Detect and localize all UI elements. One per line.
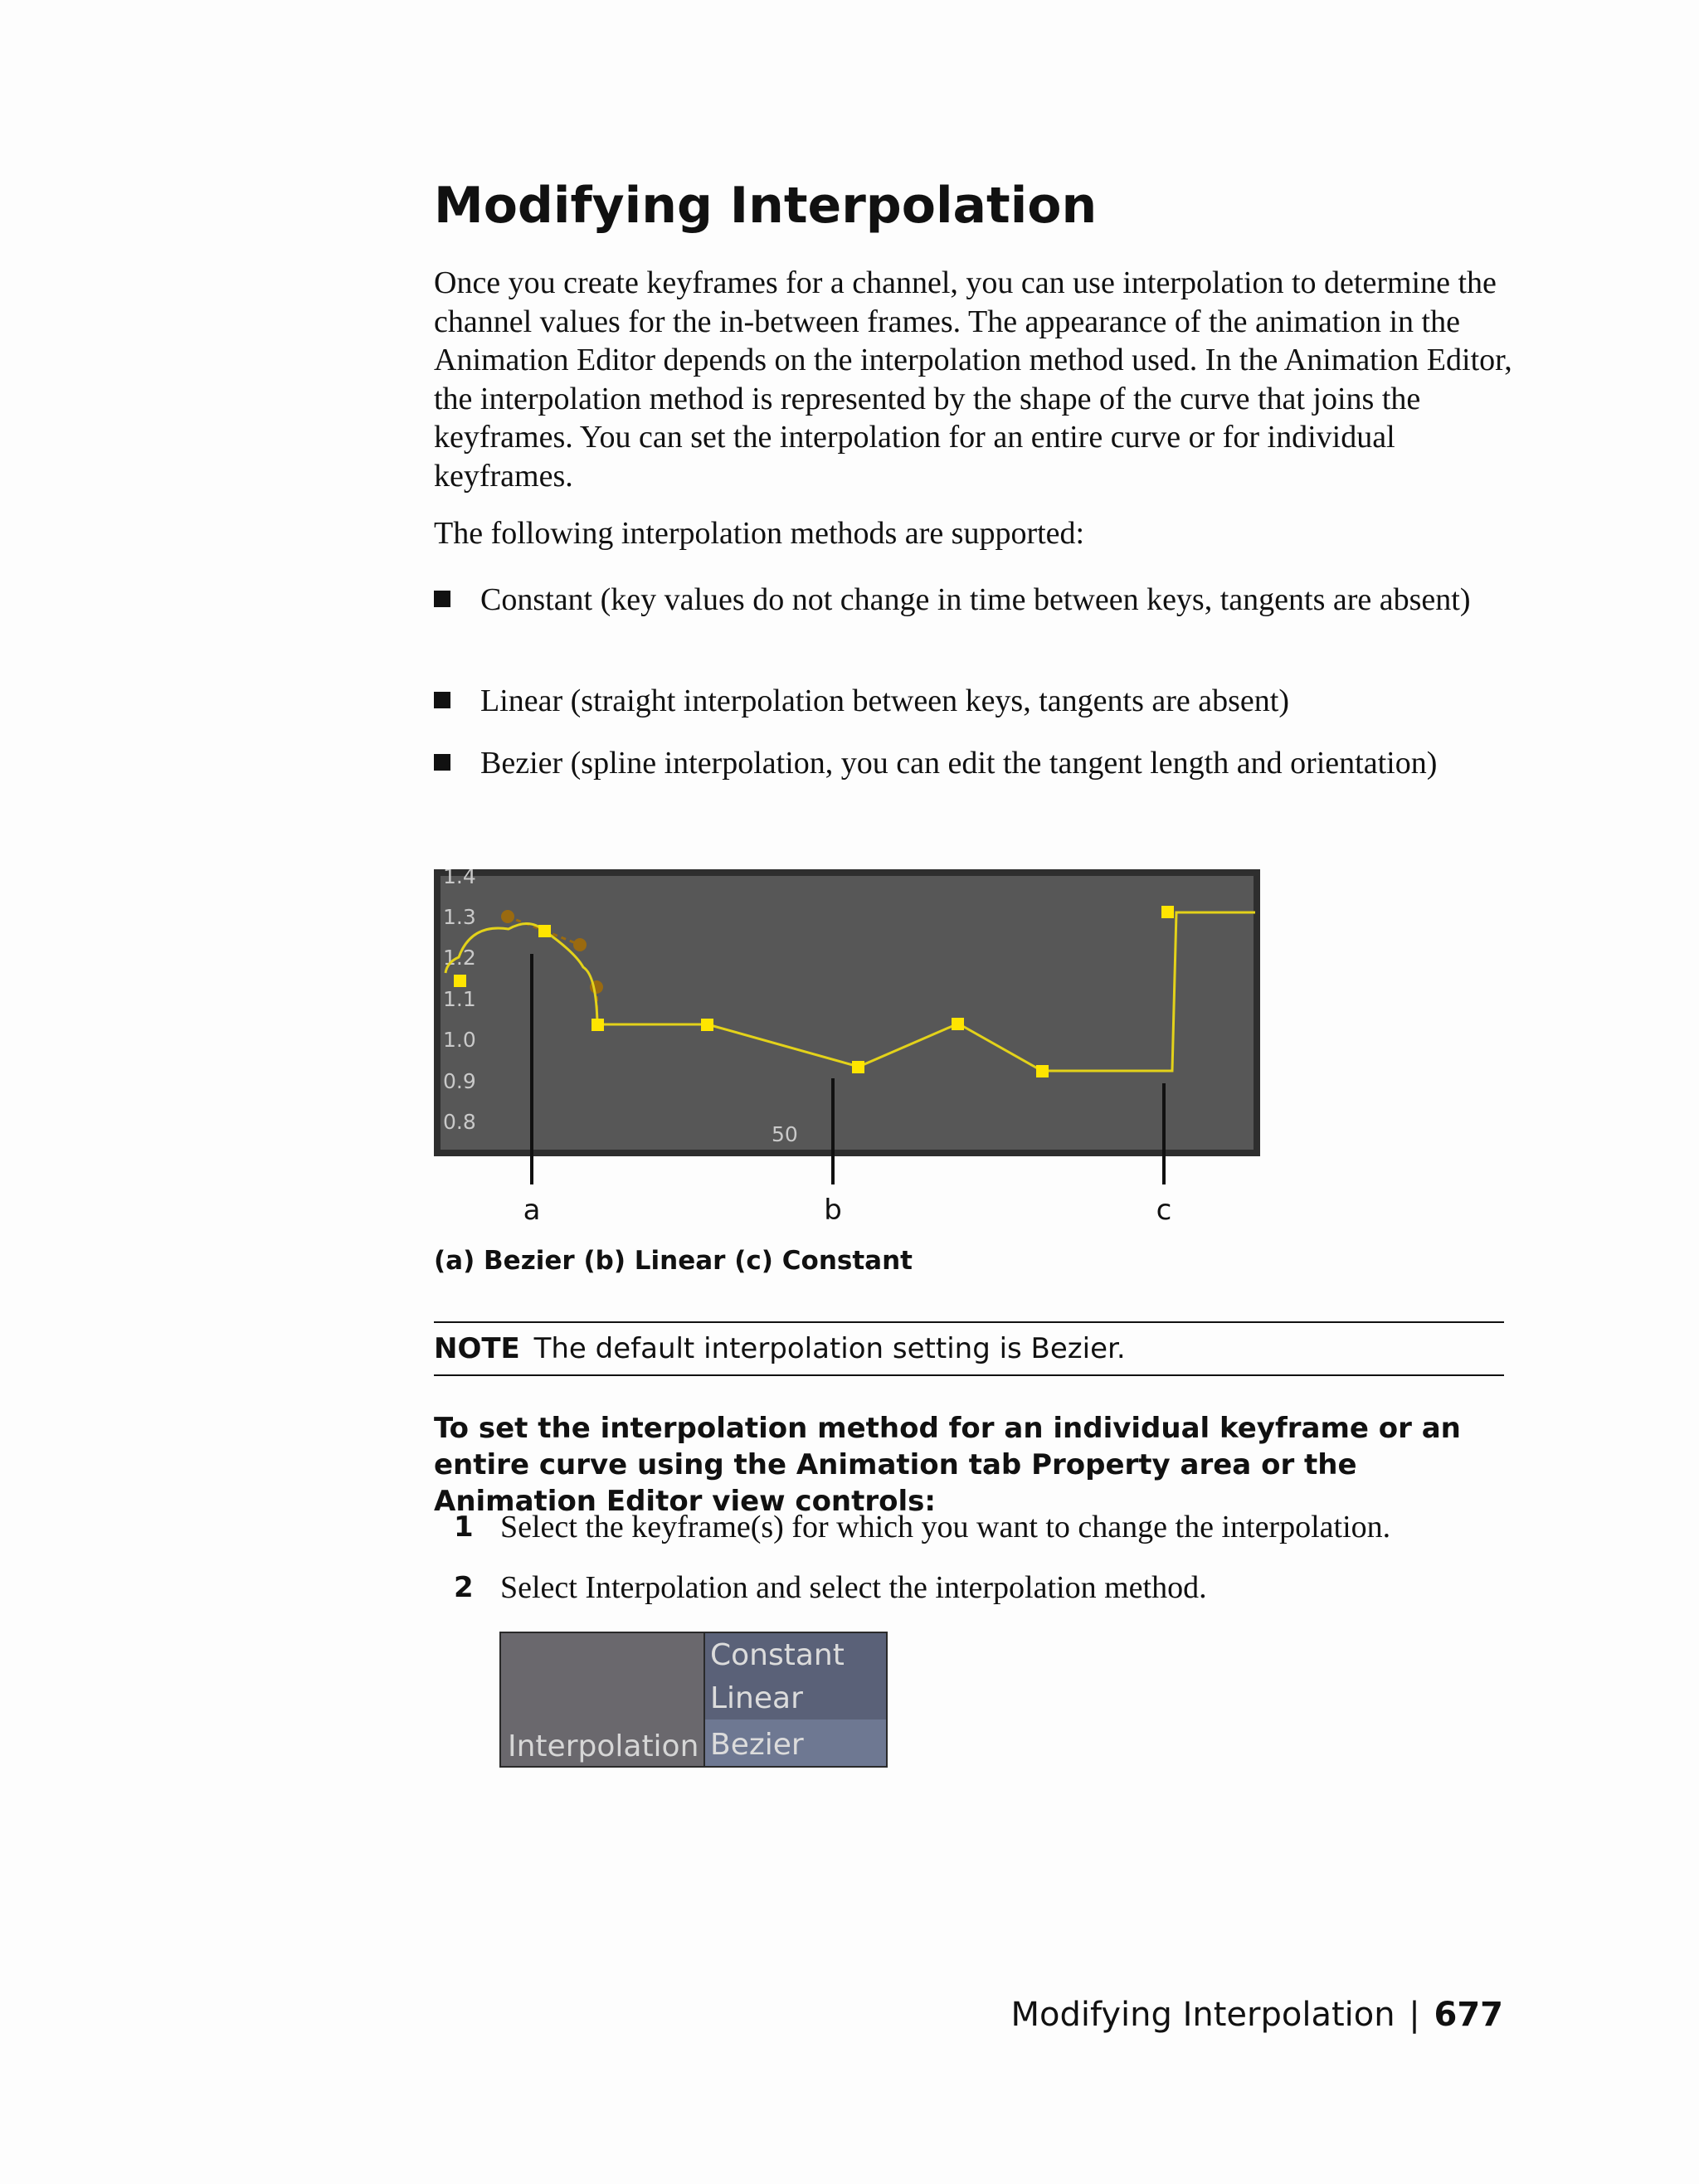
option-label: Linear xyxy=(710,1681,803,1715)
interpolation-menu-screenshot xyxy=(499,1632,888,1768)
interpolation-label: Interpolation xyxy=(508,1729,699,1763)
option-label: Constant xyxy=(710,1638,845,1672)
keyframe[interactable] xyxy=(1036,1065,1049,1077)
note-text: The default interpolation setting is Bezier. xyxy=(533,1332,1126,1365)
y-tick-label: 1.1 xyxy=(443,987,476,1011)
step-number: 1 xyxy=(454,1510,474,1544)
step-1 xyxy=(434,1508,1512,1546)
bullet-text: Constant (key values do not change in time between keys, tangents are absent) xyxy=(480,582,1471,617)
keyframe[interactable] xyxy=(701,1019,713,1031)
graph-panel xyxy=(441,876,1254,1150)
option-linear[interactable] xyxy=(705,1676,886,1719)
y-tick-label: 1.0 xyxy=(443,1028,476,1052)
property-label-area xyxy=(501,1633,703,1766)
step-number: 2 xyxy=(454,1571,474,1604)
callout-label-b: b xyxy=(824,1194,842,1227)
note-top-rule xyxy=(434,1321,1504,1323)
tangent-handle[interactable] xyxy=(501,910,514,923)
note xyxy=(434,1330,1126,1367)
callout-label-c: c xyxy=(1156,1194,1172,1227)
tangent-handle[interactable] xyxy=(573,938,587,951)
keyframe[interactable] xyxy=(852,1061,864,1073)
keyframe[interactable] xyxy=(591,1019,604,1031)
page-footer xyxy=(1010,1996,1503,2034)
y-tick-label: 0.8 xyxy=(443,1110,476,1134)
bullet-linear xyxy=(434,682,1512,722)
page-title: Modifying Interpolation xyxy=(434,177,1098,235)
note-label: NOTE xyxy=(434,1332,520,1365)
keyframe[interactable] xyxy=(1161,906,1174,918)
methods-intro: The following interpolation methods are supported: xyxy=(434,516,1085,551)
option-constant[interactable] xyxy=(705,1633,886,1676)
figure-caption: (a) Bezier (b) Linear (c) Constant xyxy=(434,1246,913,1276)
step-text: Select the keyframe(s) for which you want to change the interpolation. xyxy=(500,1510,1391,1544)
bullet-square-icon xyxy=(434,591,450,607)
animation-editor-figure xyxy=(434,869,1263,1238)
option-bezier-selected[interactable] xyxy=(705,1719,886,1766)
page-number: 677 xyxy=(1434,1996,1503,2034)
note-bottom-rule xyxy=(434,1374,1504,1376)
bullet-text: Bezier (spline interpolation, you can edit the tangent length and orientation) xyxy=(480,746,1438,781)
bullet-square-icon xyxy=(434,754,450,771)
step-text: Select Interpolation and select the interpolation method. xyxy=(500,1570,1207,1605)
interpolation-dropdown[interactable] xyxy=(705,1633,886,1766)
step-2 xyxy=(434,1569,1512,1607)
keyframe[interactable] xyxy=(538,925,551,937)
y-tick-label: 1.2 xyxy=(443,946,476,970)
x-tick-label: 50 xyxy=(772,1122,798,1146)
y-tick-label: 0.9 xyxy=(443,1069,476,1093)
keyframe[interactable] xyxy=(454,975,466,987)
callout-label-a: a xyxy=(523,1194,541,1227)
bullet-bezier xyxy=(434,744,1512,823)
keyframe[interactable] xyxy=(952,1018,964,1030)
bullet-text: Linear (straight interpolation between keys, tangents are absent) xyxy=(480,683,1289,718)
y-tick-label: 1.3 xyxy=(443,905,476,929)
y-tick-label: 1.4 xyxy=(443,869,476,888)
bullet-square-icon xyxy=(434,692,450,708)
animation-curve-graph xyxy=(434,869,1263,1234)
intro-paragraph: Once you create keyframes for a channel, you can use interpolation to determine the channel values for the in-between frames. The appearance of the animation in the Animation Editor depends on the interpolation method used. In the Animation Editor, the interpolation method is represented by the shape of the curve that joins the keyframes. You can set the interpolation for an entire curve or for individual keyframes. xyxy=(434,265,1512,494)
bullet-constant xyxy=(434,581,1512,659)
option-label: Bezier xyxy=(710,1728,804,1762)
footer-separator: | xyxy=(1409,1996,1420,2034)
procedure-heading: To set the interpolation method for an individual keyframe or an entire curve using the Animation tab Property area or the Animation Editor view controls: xyxy=(434,1412,1461,1518)
footer-section-title: Modifying Interpolation xyxy=(1010,1996,1395,2034)
